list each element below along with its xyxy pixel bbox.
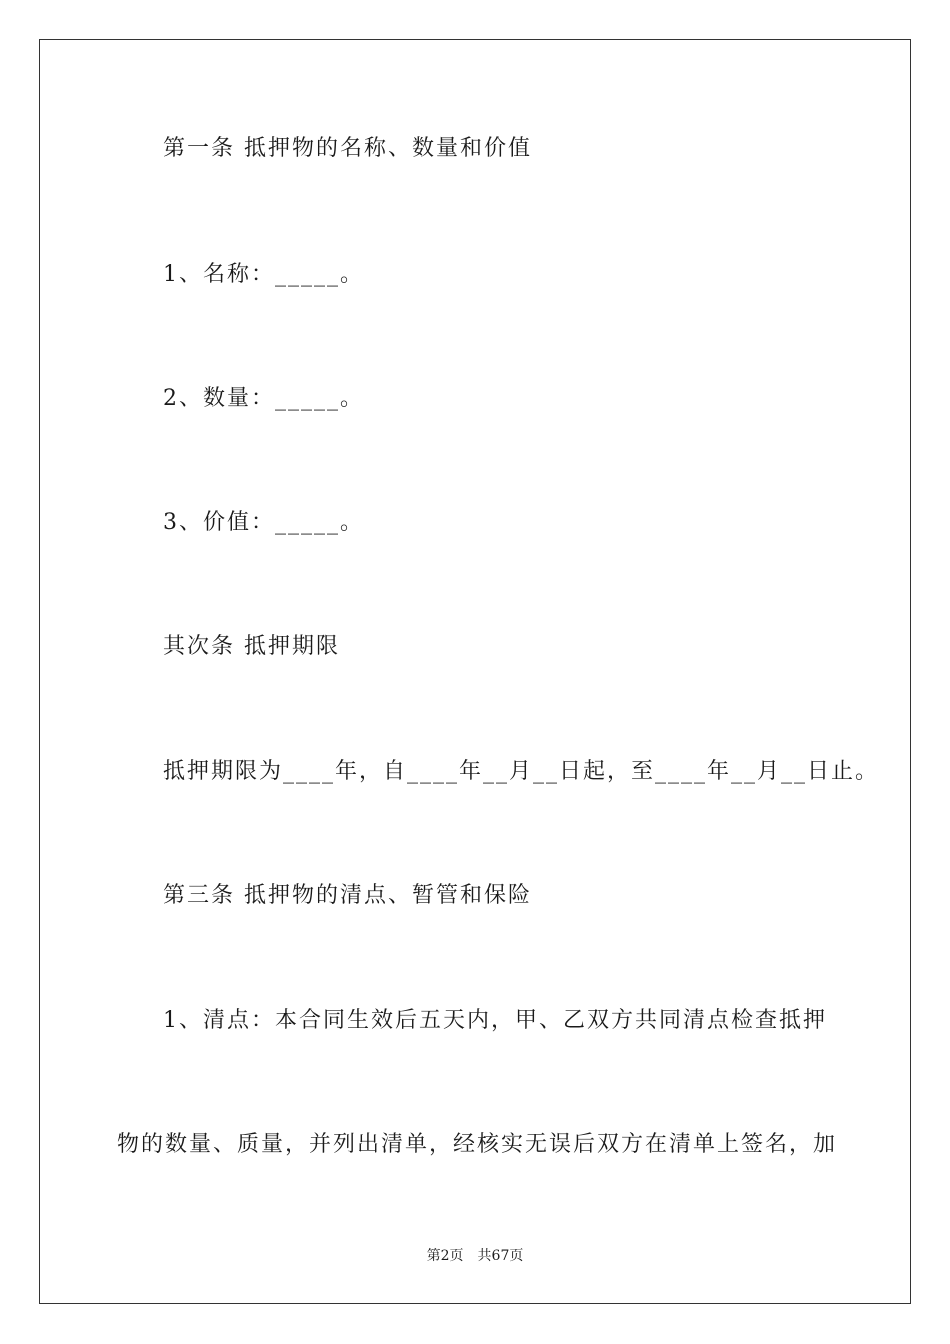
inventory-paragraph-line-2: 物的数量、质量，并列出清单，经核实无误后双方在清单上签名，加 — [117, 1132, 838, 1157]
page-total: 共67页 — [477, 1248, 524, 1264]
page-border — [39, 39, 911, 1304]
item-name-line: 1、名称：_____。 — [163, 262, 364, 287]
item-quantity-line: 2、数量：_____。 — [163, 386, 364, 411]
article-3-heading: 第三条 抵押物的清点、暂管和保险 — [163, 883, 532, 908]
inventory-paragraph-line-1: 1、清点：本合同生效后五天内，甲、乙双方共同清点检查抵押 — [163, 1008, 827, 1033]
item-value-line: 3、价值：_____。 — [163, 510, 364, 535]
page-number: 第2页 — [426, 1248, 464, 1264]
article-1-heading: 第一条 抵押物的名称、数量和价值 — [163, 136, 532, 161]
mortgage-term-line: 抵押期限为____年，自____年__月__日起，至____年__月__日止。 — [163, 759, 880, 784]
article-2-heading: 其次条 抵押期限 — [163, 634, 340, 659]
page-footer — [0, 1247, 950, 1265]
